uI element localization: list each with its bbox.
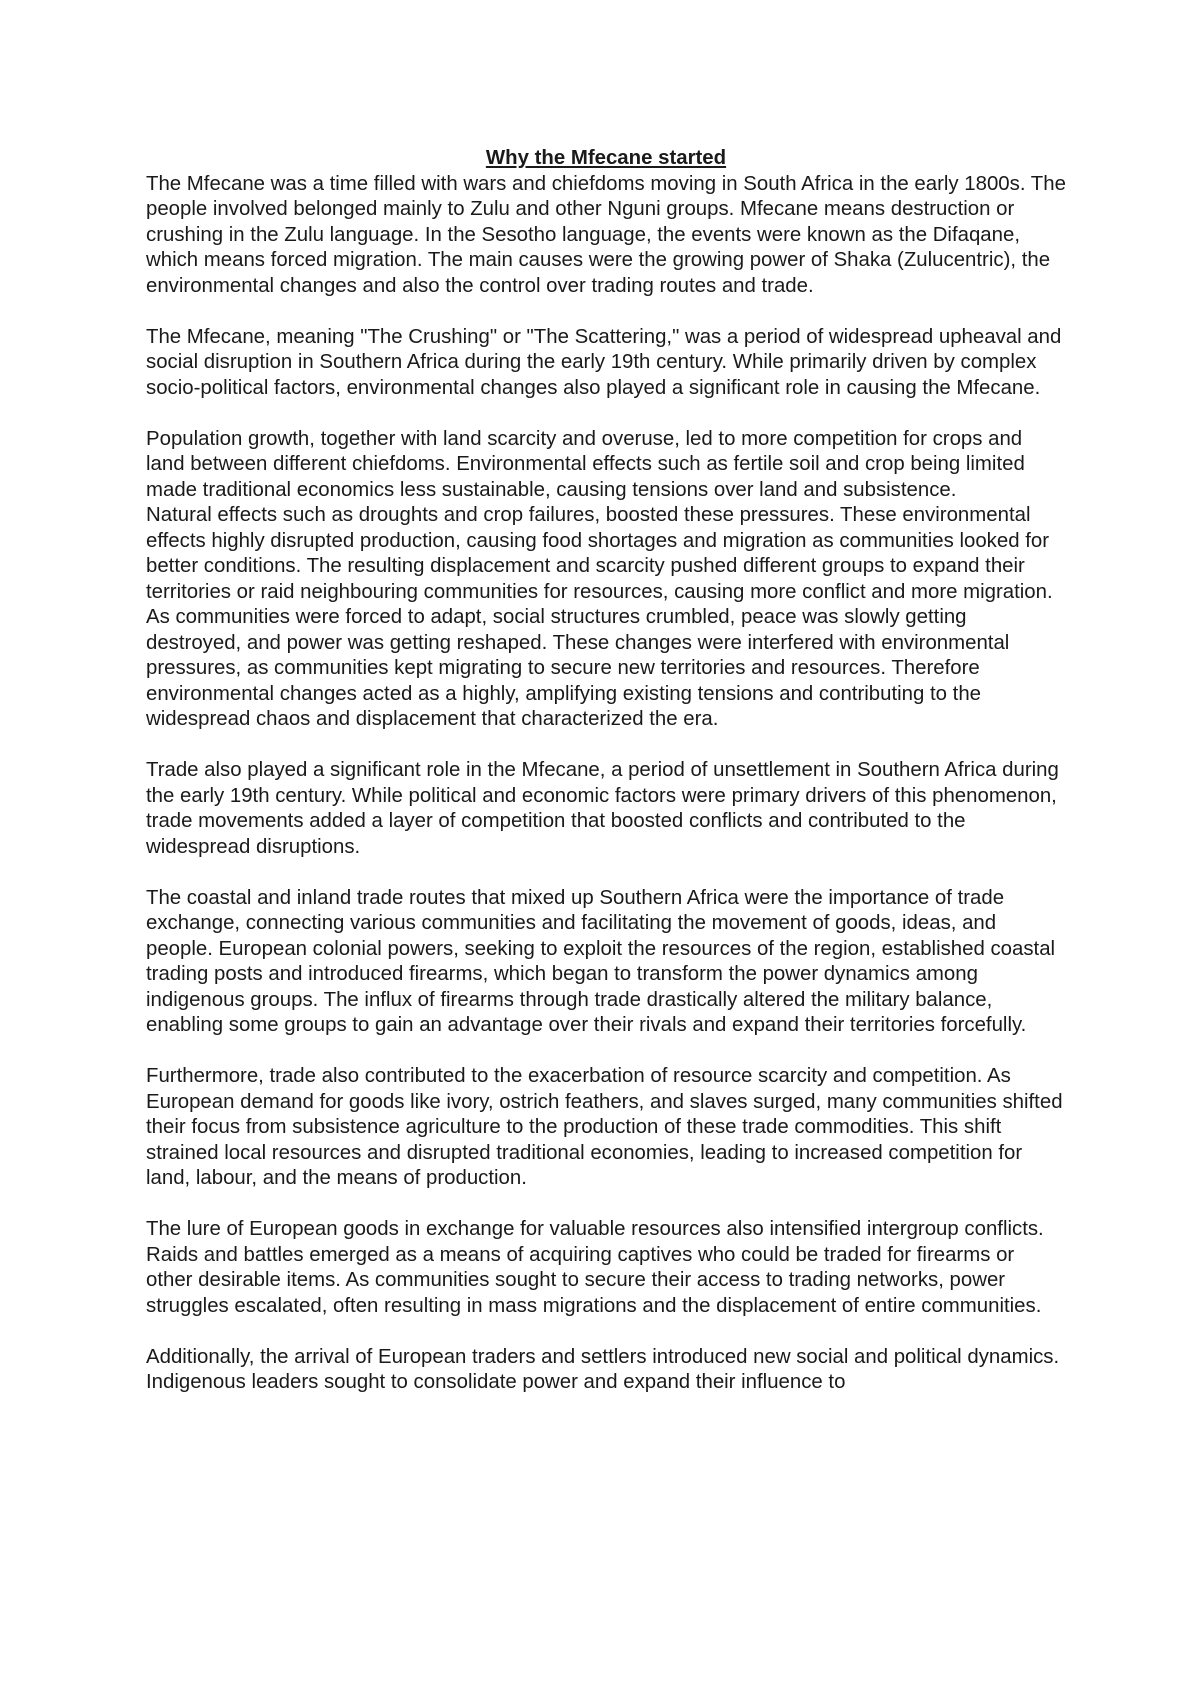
document-body: [146, 146, 1066, 1396]
paragraph-trade-routes: The coastal and inland trade routes that mixed up Southern Africa were the importance of trade exchange, connecting various communities and facilitating the movement of goods, ideas, and people. European colonial powers, seeking to exploit the resources of the region, established coastal trading posts and introduced firearms, which began to transform the power dynamics among indigenous groups. The influx of firearms through trade drastically altered the military balance, enabling some groups to gain an advantage over their rivals and expand their territories forcefully.: [146, 886, 1056, 1036]
paragraph-intro: The Mfecane was a time filled with wars and chiefdoms moving in South Africa in the early 1800s. The people involved belonged mainly to Zulu and other Nguni groups. Mfecane means destruction or crushing in the Zulu language. In the Sesotho language, the events were known as the Difaqane, which means forced migration. The main causes were the growing power of Shaka (Zulucentric), the environmental changes and also the control over trading routes and trade.: [146, 172, 1066, 297]
paragraph-gap: [146, 860, 1066, 886]
paragraph-european-traders: Additionally, the arrival of European traders and settlers introduced new social and political dynamics. Indigenous leaders sought to consolidate power and expand their influence to: [146, 1345, 1060, 1393]
paragraph-gap: [146, 1192, 1066, 1218]
paragraph-adaptation: As communities were forced to adapt, social structures crumbled, peace was slowly getting destroyed, and power was getting reshaped. These changes were interfered with environmental pressures, as communities kept migrating to secure new territories and resources. Therefore environmental changes acted as a highly, amplifying existing tensions and contributing to the widespread chaos and displacement that characterized the era.: [146, 606, 1010, 730]
paragraph-trade: Trade also played a significant role in the Mfecane, a period of unsettlement in Southern Africa during the early 19th century. While political and economic factors were primary drivers of this phenomenon, trade movements added a layer of competition that boosted conflicts and contributed to the widespread disruptions.: [146, 759, 1059, 858]
paragraph-gap: [146, 299, 1066, 325]
paragraph-gap: [146, 1039, 1066, 1065]
paragraph-population: Population growth, together with land scarcity and overuse, led to more competition for crops and land between different chiefdoms. Environmental effects such as fertile soil and crop being limited made traditional economics less sustainable, causing tensions over land and subsistence.: [146, 427, 1025, 501]
paragraph-european-goods: The lure of European goods in exchange for valuable resources also intensified intergroup conflicts. Raids and battles emerged as a means of acquiring captives who could be traded for firearms or other desirable items. As communities sought to secure their access to trading networks, power struggles escalated, often resulting in mass migrations and the displacement of entire communities.: [146, 1218, 1044, 1317]
paragraph-gap: [146, 1319, 1066, 1345]
paragraph-gap: [146, 401, 1066, 427]
paragraph-natural-effects: Natural effects such as droughts and crop failures, boosted these pressures. These environmental effects highly disrupted production, causing food shortages and migration as communities looked for better conditions. The resulting displacement and scarcity pushed different groups to expand their territories or raid neighbouring communities for resources, causing more conflict and more migration.: [146, 504, 1053, 603]
document-title: Why the Mfecane started: [485, 147, 727, 169]
paragraph-meaning: The Mfecane, meaning "The Crushing" or "The Scattering," was a period of widespread upheaval and social disruption in Southern Africa during the early 19th century. While primarily driven by complex socio-political factors, environmental changes also played a significant role in causing the Mfecane.: [146, 325, 1062, 399]
paragraph-gap: [146, 733, 1066, 759]
paragraph-resource-scarcity: Furthermore, trade also contributed to the exacerbation of resource scarcity and competition. As European demand for goods like ivory, ostrich feathers, and slaves surged, many communities shifted their focus from subsistence agriculture to the production of these trade commodities. This shift strained local resources and disrupted traditional economies, leading to increased competition for land, labour, and the means of production.: [146, 1065, 1063, 1189]
